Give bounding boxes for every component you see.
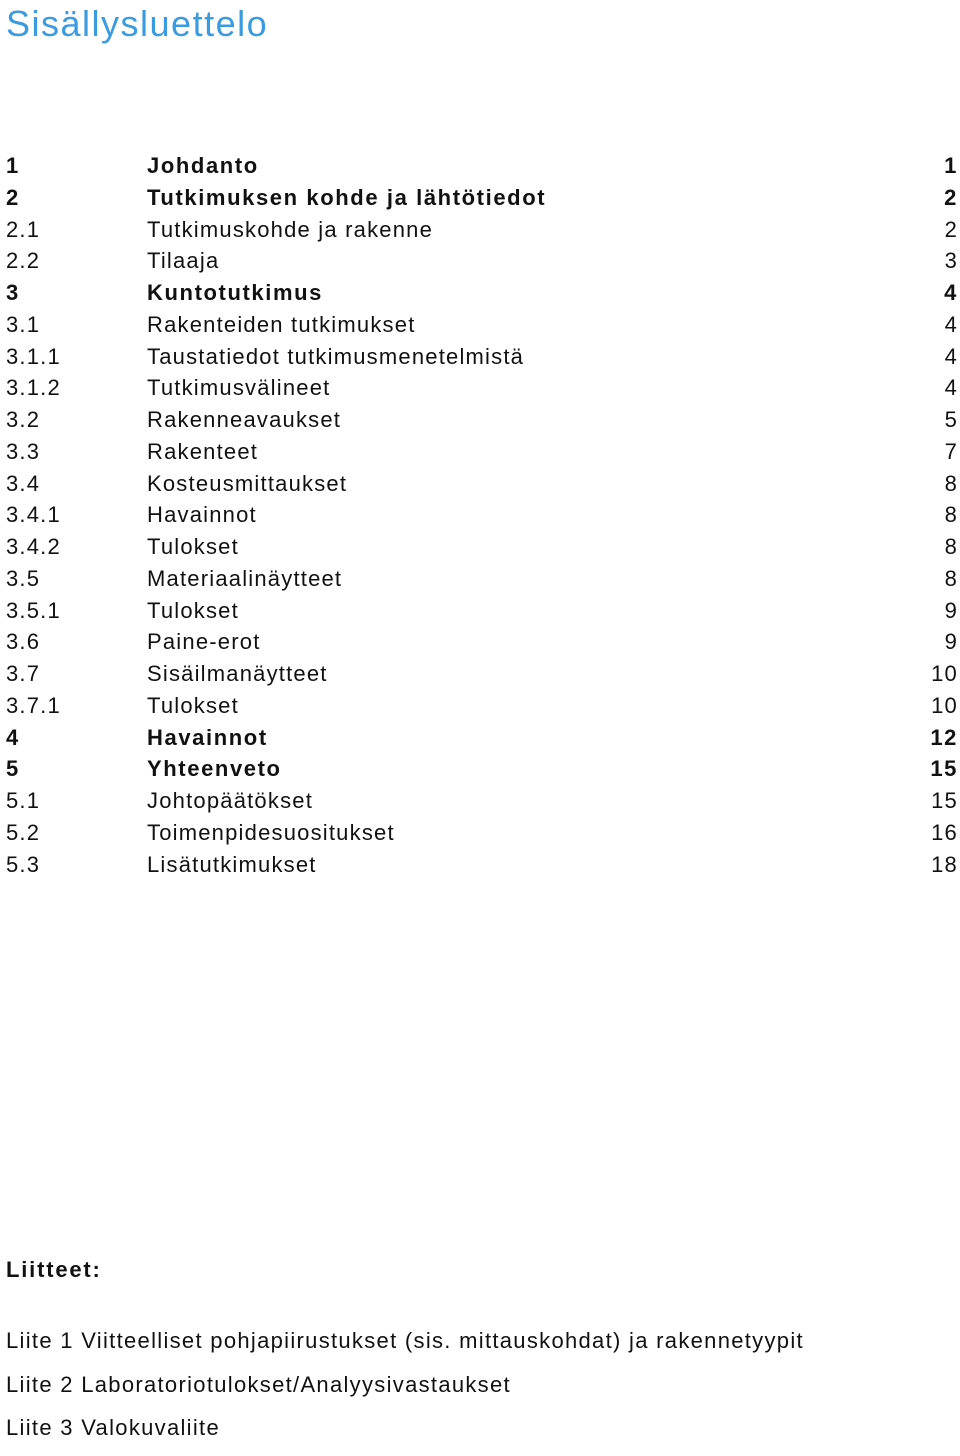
toc-entry-number: 5.2	[6, 819, 41, 845]
toc-entry-page: 18	[931, 851, 958, 877]
toc-entry[interactable]	[6, 182, 958, 214]
toc-entry[interactable]	[6, 214, 958, 246]
toc-entry-page: 2	[944, 216, 958, 242]
toc-entry-number: 3.4.1	[6, 502, 61, 528]
toc-entry-number: 3.1	[6, 311, 41, 337]
toc-entry-title: Tutkimuksen kohde ja lähtötiedot	[147, 184, 547, 210]
toc-entry-page: 15	[931, 788, 958, 813]
toc-entry-number: 3.7.1	[6, 692, 61, 718]
toc-entry-title: Paine-erot	[147, 629, 261, 655]
toc-entry-number: 3.5.1	[6, 597, 61, 623]
toc-entry-title: Tulokset	[147, 534, 239, 559]
table-of-contents	[6, 150, 958, 880]
toc-entry-number: 2.1	[6, 216, 41, 242]
toc-entry-title: Havainnot	[147, 502, 257, 528]
toc-entry-title: Toimenpidesuositukset	[147, 819, 395, 845]
toc-entry[interactable]	[6, 658, 958, 690]
toc-entry-page: 5	[944, 407, 958, 432]
toc-entry-page: 4	[944, 343, 958, 369]
toc-entry-title: Rakenneavaukset	[147, 407, 342, 432]
toc-entry-title: Tutkimuskohde ja rakenne	[147, 216, 434, 242]
toc-entry-number: 3.3	[6, 438, 41, 464]
toc-entry-number: 5	[6, 756, 20, 782]
toc-entry-page: 8	[944, 534, 958, 559]
toc-entry-page: 1	[944, 153, 958, 178]
toc-entry-number: 3.1.2	[6, 375, 61, 401]
appendix-item: Liite 1 Viitteelliset pohjapiirustukset (sis. mittauskohdat) ja rakennetyypit	[6, 1328, 804, 1353]
toc-entry[interactable]	[6, 341, 958, 373]
toc-entry-title: Rakenteet	[147, 438, 259, 464]
toc-entry[interactable]	[6, 150, 958, 182]
toc-entry-title: Kosteusmittaukset	[147, 470, 348, 496]
toc-entry-page: 4	[944, 311, 958, 337]
toc-entry-page: 10	[931, 661, 958, 686]
toc-entry-number: 3.7	[6, 661, 41, 686]
toc-entry[interactable]	[6, 785, 958, 817]
toc-entry-page: 2	[944, 184, 958, 210]
toc-entry-page: 4	[944, 375, 958, 401]
appendix-item: Liite 2 Laboratoriotulokset/Analyysivastaukset	[6, 1371, 511, 1397]
toc-entry-page: 10	[931, 692, 958, 718]
toc-entry[interactable]	[6, 277, 958, 309]
toc-entry-number: 3	[6, 280, 20, 305]
toc-entry[interactable]	[6, 372, 958, 404]
toc-entry[interactable]	[6, 626, 958, 658]
toc-entry-page: 7	[944, 438, 958, 464]
toc-entry[interactable]	[6, 753, 958, 785]
toc-entry-title: Taustatiedot tutkimusmenetelmistä	[147, 343, 525, 369]
toc-entry[interactable]	[6, 245, 958, 277]
toc-entry-number: 5.1	[6, 788, 41, 813]
toc-entry-title: Tulokset	[147, 597, 239, 623]
toc-entry[interactable]	[6, 690, 958, 722]
toc-entry-page: 15	[930, 756, 958, 782]
toc-entry-title: Yhteenveto	[147, 756, 282, 782]
toc-entry[interactable]	[6, 404, 958, 436]
toc-entry-title: Rakenteiden tutkimukset	[147, 311, 416, 337]
toc-entry-number: 3.5	[6, 565, 41, 591]
toc-entry-title: Lisätutkimukset	[147, 851, 317, 877]
toc-entry-title: Havainnot	[147, 724, 268, 750]
toc-entry-page: 8	[944, 565, 958, 591]
toc-entry[interactable]	[6, 436, 958, 468]
toc-entry-title: Kuntotutkimus	[147, 280, 324, 305]
toc-entry[interactable]	[6, 563, 958, 595]
toc-entry-number: 5.3	[6, 851, 41, 877]
toc-entry-number: 1	[6, 153, 20, 178]
toc-entry[interactable]	[6, 849, 958, 881]
toc-entry-page: 8	[944, 502, 958, 528]
toc-entry-page: 16	[931, 819, 958, 845]
toc-entry[interactable]	[6, 499, 958, 531]
toc-entry-number: 3.4	[6, 470, 41, 496]
toc-entry-page: 3	[944, 248, 958, 274]
toc-entry-page: 12	[930, 724, 958, 750]
toc-entry-page: 4	[944, 280, 958, 305]
appendices-list	[6, 1325, 804, 1456]
toc-entry-number: 2	[6, 184, 20, 210]
toc-entry[interactable]	[6, 468, 958, 500]
page-title: Sisällysluettelo	[6, 3, 269, 44]
toc-entry-title: Materiaalinäytteet	[147, 565, 343, 591]
toc-entry[interactable]	[6, 722, 958, 754]
toc-entry-page: 9	[944, 597, 958, 623]
toc-entry-title: Johdanto	[147, 153, 259, 178]
toc-entry-title: Sisäilmanäytteet	[147, 661, 328, 686]
toc-entry[interactable]	[6, 595, 958, 627]
toc-entry-title: Tilaaja	[147, 248, 220, 274]
toc-entry[interactable]	[6, 817, 958, 849]
toc-entry-number: 4	[6, 724, 20, 750]
toc-entry-page: 8	[944, 470, 958, 496]
toc-entry-title: Tulokset	[147, 692, 239, 718]
toc-entry-title: Tutkimusvälineet	[147, 375, 331, 401]
toc-entry-number: 3.2	[6, 407, 41, 432]
toc-entry-page: 9	[944, 629, 958, 655]
toc-entry-number: 3.1.1	[6, 343, 61, 369]
toc-entry-number: 3.6	[6, 629, 41, 655]
toc-entry-number: 3.4.2	[6, 534, 61, 559]
toc-entry-number: 2.2	[6, 248, 41, 274]
appendix-item: Liite 3 Valokuvaliite	[6, 1415, 220, 1440]
toc-entry[interactable]	[6, 531, 958, 563]
toc-entry[interactable]	[6, 309, 958, 341]
appendices-heading: Liitteet:	[6, 1257, 102, 1282]
toc-entry-title: Johtopäätökset	[147, 788, 314, 813]
